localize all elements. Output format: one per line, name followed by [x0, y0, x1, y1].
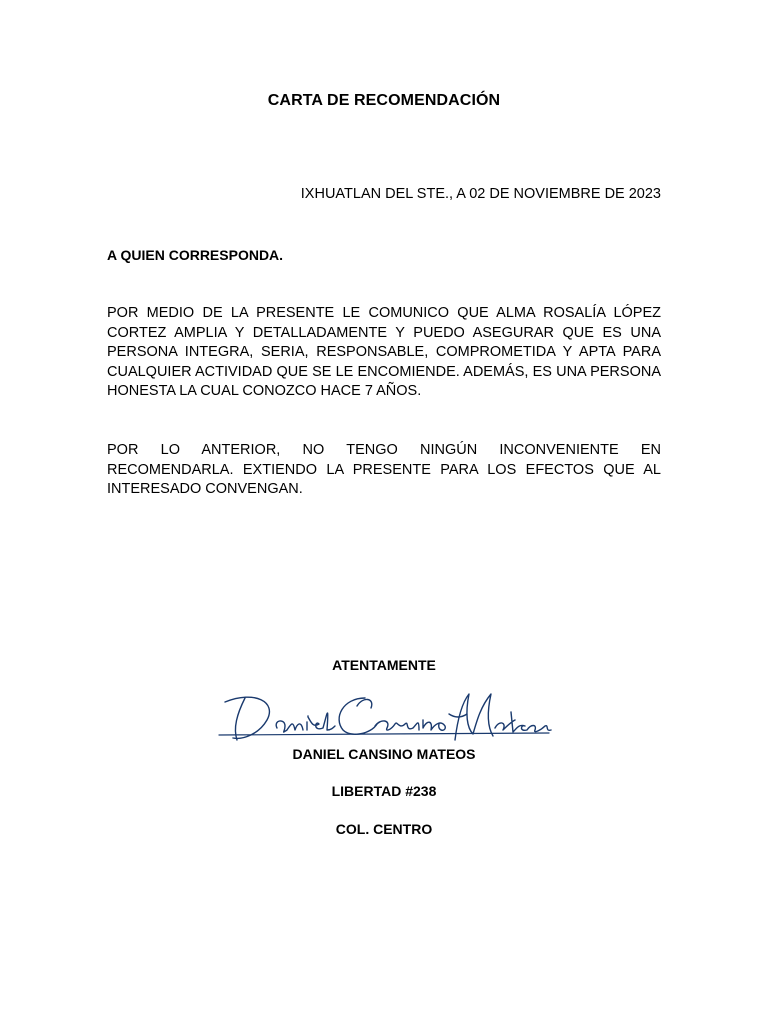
place-and-date: IXHUATLAN DEL STE., A 02 DE NOVIEMBRE DE 2023 — [300, 186, 661, 202]
salutation: A QUIEN CORRESPONDA. — [107, 247, 284, 263]
body-paragraph-2: POR LO ANTERIOR, NO TENGO NINGÚN INCONVENIENTE EN RECOMENDARLA. EXTIENDO LA PRESENTE PARA LOS EFECTOS QUE AL INTERESADO CONVENGAN. — [107, 442, 661, 497]
body-paragraph-1: POR MEDIO DE LA PRESENTE LE COMUNICO QUE ALMA ROSALÍA LÓPEZ CORTEZ AMPLIA Y DETALLADAMENTE Y PUEDO ASEGURAR QUE ES UNA PERSONA INTEGRA, SERIA, RESPONSABLE, COMPROMETIDA Y APTA PARA CUALQUIER ACTIVIDAD QUE SE LE ENCOMIENDE. ADEMÁS, ES UNA PERSONA HONESTA LA CUAL CONOZCO HACE 7 AÑOS. — [107, 305, 661, 399]
handwritten-signature — [215, 684, 555, 746]
document-title: CARTA DE RECOMENDACIÓN — [267, 92, 501, 109]
signer-name: DANIEL CANSINO MATEOS — [292, 746, 476, 762]
closing-word: ATENTAMENTE — [332, 657, 436, 673]
signer-address: LIBERTAD #238 — [331, 783, 437, 799]
signer-colony: COL. CENTRO — [335, 821, 433, 837]
